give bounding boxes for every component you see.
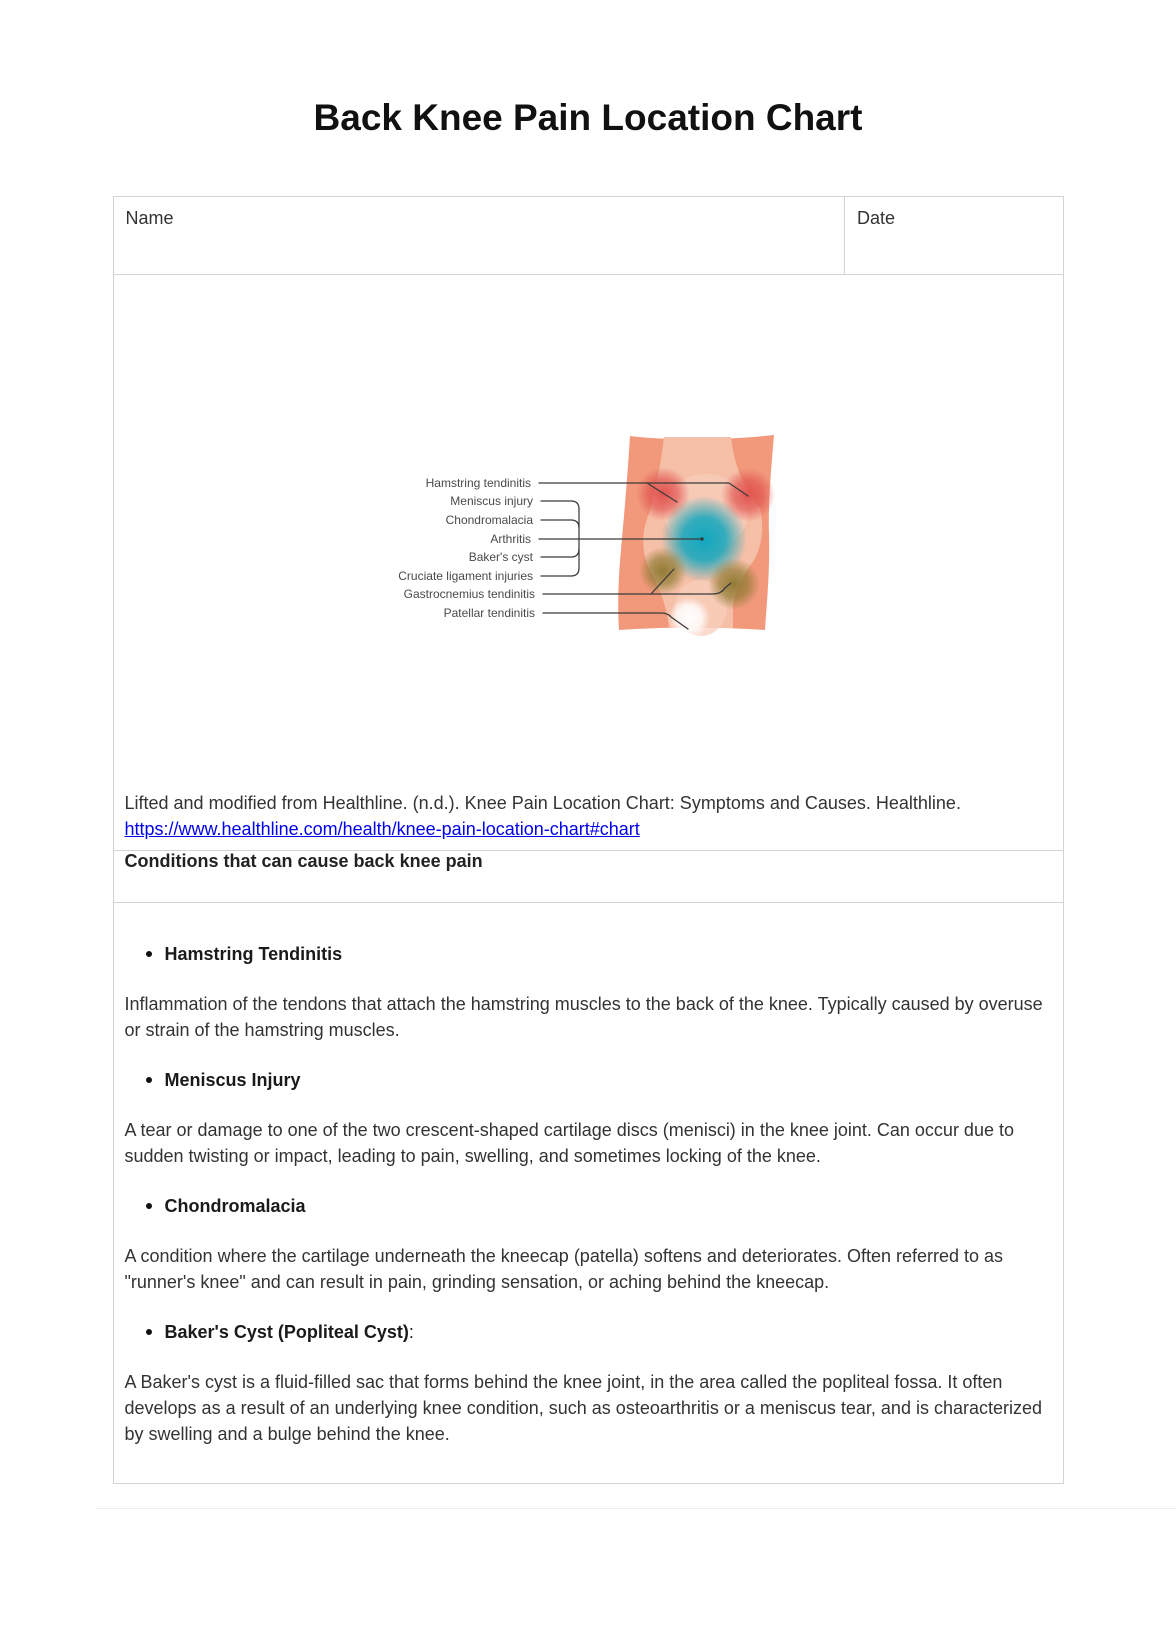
condition-item-meniscus xyxy=(146,1067,1052,1093)
worksheet-table xyxy=(113,196,1064,1484)
label-bakers-cyst: Baker's cyst xyxy=(468,550,533,564)
figure-cell xyxy=(113,275,1063,851)
bullet-icon xyxy=(146,1329,152,1335)
name-date-row xyxy=(113,197,1063,275)
back-knee-diagram xyxy=(361,412,801,647)
condition-title: Meniscus Injury xyxy=(164,1069,301,1090)
pain-spot-patellar xyxy=(668,597,710,639)
document-body xyxy=(113,0,1064,1484)
condition-title: Baker's Cyst (Popliteal Cyst): xyxy=(164,1321,414,1342)
conditions-content xyxy=(113,903,1063,1484)
citation-link[interactable]: https://www.healthline.com/health/knee-pain-location-chart#chart xyxy=(124,819,640,839)
leader-meniscus xyxy=(541,501,579,509)
condition-title: Chondromalacia xyxy=(164,1195,306,1216)
knee-pain-illustration xyxy=(361,412,801,647)
label-meniscus-injury: Meniscus injury xyxy=(449,494,533,508)
condition-title: Hamstring Tendinitis xyxy=(164,943,343,964)
page-break-divider xyxy=(95,1508,1176,1509)
condition-item-chondromalacia xyxy=(146,1193,1052,1219)
leader-cruciate xyxy=(541,568,579,576)
label-arthritis: Arthritis xyxy=(489,532,531,546)
condition-item-hamstring xyxy=(146,941,1052,967)
label-chondromalacia: Chondromalacia xyxy=(445,513,533,527)
label-gastrocnemius-tendinitis: Gastrocnemius tendinitis xyxy=(403,587,535,601)
page-title: Back Knee Pain Location Chart xyxy=(313,97,863,138)
condition-description: A Baker's cyst is a fluid-filled sac that forms behind the knee joint, in the area called the popliteal fossa. It often develops as a result of an underlying knee condition, such as osteoarthritis or a meniscus tear, and is characterized by swelling and a bulge behind the knee. xyxy=(124,1372,1043,1444)
name-label: Name xyxy=(125,208,174,228)
figure-row xyxy=(113,275,1063,851)
bullet-icon xyxy=(146,951,152,957)
pain-spot-gastrocnemius-right xyxy=(708,558,760,610)
leader-chondromalacia xyxy=(541,520,579,528)
condition-description: A tear or damage to one of the two crescent-shaped cartilage discs (menisci) in the knee joint. Can occur due to sudden twisting or impact, leading to pain, swelling, and sometimes locking of the knee. xyxy=(124,1120,1014,1166)
citation-text: Lifted and modified from Healthline. (n.d.). Knee Pain Location Chart: Symptoms and Causes. Healthline. xyxy=(124,793,961,813)
condition-item-bakers-cyst xyxy=(146,1319,1052,1345)
name-field[interactable] xyxy=(113,197,845,275)
label-patellar-tendinitis: Patellar tendinitis xyxy=(443,606,535,620)
condition-description: Inflammation of the tendons that attach the hamstring muscles to the back of the knee. Typically caused by overuse or strain of the hamstring muscles. xyxy=(124,994,1043,1040)
leader-bakers-cyst xyxy=(541,549,579,557)
bullet-icon xyxy=(146,1077,152,1083)
conditions-header-row xyxy=(113,851,1063,903)
conditions-header: Conditions that can cause back knee pain xyxy=(113,851,1063,903)
date-field[interactable] xyxy=(845,197,1064,275)
citation xyxy=(125,790,1052,842)
condition-description: A condition where the cartilage underneath the kneecap (patella) softens and deteriorates. Often referred to as "runner's knee" and can result in pain, grinding sensation, or aching behind the kneecap. xyxy=(124,1246,1004,1292)
date-label: Date xyxy=(857,208,896,228)
pain-spot-gastrocnemius-left xyxy=(639,547,687,595)
label-cruciate-ligament-injuries: Cruciate ligament injuries xyxy=(397,569,533,583)
bullet-icon xyxy=(146,1203,152,1209)
conditions-content-row xyxy=(113,903,1063,1484)
leader-arthritis-dot xyxy=(700,537,703,540)
label-hamstring-tendinitis: Hamstring tendinitis xyxy=(425,476,531,490)
